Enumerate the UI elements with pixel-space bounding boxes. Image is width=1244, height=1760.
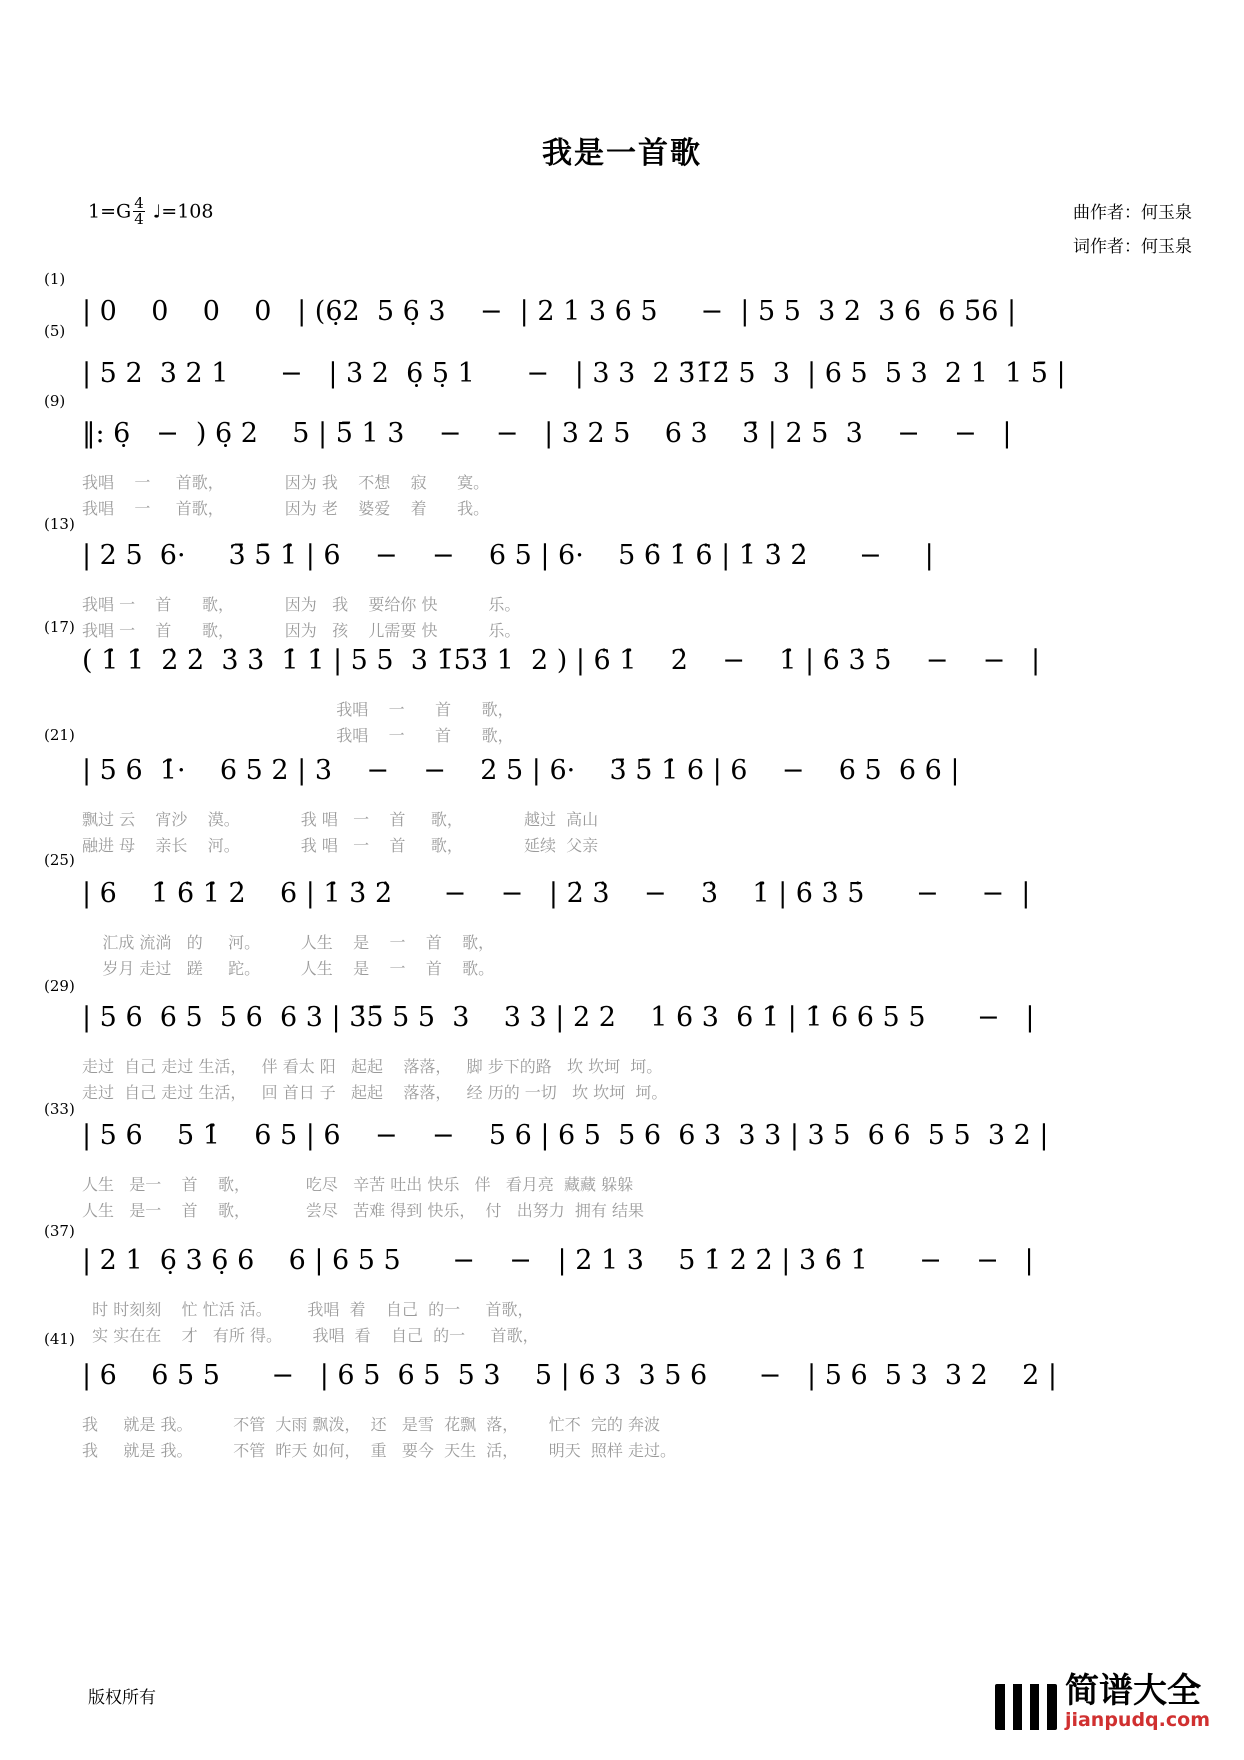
brand-url: jianpudq.com [1064,1709,1210,1731]
measure-number-33: (33) [44,1100,75,1118]
notation-line: | 6 6 5 5 − | 6 5 6 5 5 3 5 | 6 3 3 5 6 − | 5 6 5 3 3 2 2 | [82,1360,1058,1391]
key-and-tempo [88,196,213,227]
system-2 [82,358,1162,410]
measure-number-17: (17) [44,618,75,636]
notation-line: ‖: 6̣ − ) 6̣ 2 5 | 5̄ 1 3 − − | 3 2 5 6 3 3̄ | 2 5 3 − − | [82,418,1012,449]
lyrics-verse-1: 汇成 流淌 的 河。 人生 是 一 首 歌， [82,933,495,952]
tempo-value: =108 [161,200,214,223]
measure-number-5: (5) [44,322,66,340]
notation-line: | 6 1̇ 6̇ 1̇ 2̇ 6 | 1̇ 3̇ 2̇ − − | 2̇ 3̇ − 3̇ 1̇ | 6̇ 3̇ 5̇ − − | [82,878,1031,909]
lyrics-verse-1: 人生 是一 首 歌， 吃尽 辛苦 吐出 快乐 伴 看月亮 藏藏 躲躲 [82,1175,634,1194]
system-8 [82,1002,1162,1106]
notation-line: | 5 6 1̇· 6 5 2 | 3 − − 2 5 | 6· 3̄ 5̄ 1̇ 6 | 6 − 6 5 6 6 | [82,755,960,786]
system-1 [82,296,1162,348]
brand-name: 简谱大全 [1064,1671,1201,1711]
measure-number-29: (29) [44,977,75,995]
lyrics-verse-1: 飘过 云 宵沙 漠。 我 唱 一 首 歌， 越过 高山 [82,810,599,829]
lyricist: 词作者：何玉泉 [1073,237,1192,257]
system-3 [82,418,1162,522]
notation-line: | 5 6 6 5 5 6 6 3 | 3̄5̄ 5 5 3 3 3 | 2 2 1 6 3 6 1̇ | 1̇ 6 6 5 5 − | [82,1002,1035,1033]
lyrics-verse-1: 我唱 一 首 歌， [82,700,514,719]
lyrics-verse-1: 走过 自己 走过 生活， 伴 看太 阳 起起 落落， 脚 步下的路 坎 坎坷 坷。 [82,1057,663,1076]
measure-number-13: (13) [44,515,75,533]
lyrics-verse-2: 走过 自己 走过 生活， 回 首日 子 起起 落落， 经 历的 一切 坎 坎坷 坷。 [82,1083,668,1102]
lyrics-verse-2: 实 实在在 才 有所 得。 我唱 看 自己 的一 首歌， [82,1326,539,1345]
measure-number-41: (41) [44,1330,75,1348]
notation-line: | 5 2 3 2 1 − | 3 2 6̣ 5̣ 1 − | 3 3 2 3̄1̄2̄ 5 3 | 6 5 5 3 2 1 1 5̄ | [82,358,1066,389]
credits [1073,196,1192,264]
notation-line: | 5 6 5 1̇ 6 5 | 6 − − 5 6 | 6 5 5 6 6 3 3 3 | 3 5 6 6 5 5 3 2 | [82,1120,1049,1151]
notation-line: ( 1̇ 1̇ 2̇ 2̇ 3̇ 3̇ 1̇ 1̇ | 5 5 3 1̄5̄3̄ 1 2 ) | 6̇ 1̇ 2̇ − 1̇ | 6̇ 3̇ 5̇ − − | [82,645,1041,676]
measure-number-1: (1) [44,270,66,288]
lyrics-verse-1: 我 就是 我。 不管 大雨 飘泼， 还 是雪 花飘 落， 忙不 完的 奔波 [82,1415,661,1434]
system-6 [82,755,1162,859]
measure-number-21: (21) [44,726,75,744]
lyrics-verse-2: 人生 是一 首 歌， 尝尽 苦难 得到 快乐， 付 出努力 拥有 结果 [82,1201,645,1220]
system-5 [82,645,1162,749]
lyrics-verse-2: 我 就是 我。 不管 昨天 如何， 重 要今 天生 活， 明天 照样 走过。 [82,1441,677,1460]
system-10 [82,1245,1162,1349]
measure-number-25: (25) [44,851,75,869]
piano-keys-icon [995,1684,1057,1730]
lyrics-verse-2: 融进 母 亲长 河。 我 唱 一 首 歌， 延续 父亲 [82,836,599,855]
system-4 [82,540,1162,644]
system-11 [82,1360,1162,1464]
lyrics-verse-2: 我唱 一 首 歌， 因为 孩 儿需要 快 乐。 [82,621,521,640]
system-7 [82,878,1162,982]
measure-number-9: (9) [44,392,66,410]
quarter-note-icon: ♩ [152,201,162,223]
composer: 曲作者：何玉泉 [1073,203,1192,223]
lyrics-verse-1: 时 时刻刻 忙 忙活 活。 我唱 着 自己 的一 首歌， [82,1300,534,1319]
time-signature: $\frac{4}{4}$ [134,194,144,228]
lyrics-verse-2: 我唱 一 首歌， 因为 老 婆爱 着 我。 [82,499,490,518]
lyrics-verse-2: 岁月 走过 蹉 跎。 人生 是 一 首 歌。 [82,959,495,978]
notation-line: | 0 0 0 0 | (6̣2 5 6̣ 3 − | 2 1 3 6 5 − | 5 5 3 2 3 6 6 5̄6 | [82,296,1017,327]
measure-number-37: (37) [44,1222,75,1240]
lyrics-verse-1: 我唱 一 首歌， 因为 我 不想 寂 寞。 [82,473,490,492]
lyrics-verse-1: 我唱 一 首 歌， 因为 我 要给你 快 乐。 [82,595,521,614]
notation-line: | 2 1 6̣ 3 6̣ 6 6 | 6 5 5 − − | 2 1 3 5 1̇ 2̇ 2̇ | 3̇ 6̇ 1̇ − − | [82,1245,1034,1276]
site-watermark [995,1671,1210,1731]
key-signature: 1=G [88,200,132,223]
system-9 [82,1120,1162,1224]
lyrics-verse-2: 我唱 一 首 歌， [82,726,514,745]
page-title: 我是一首歌 [542,136,702,171]
copyright-notice: 版权所有 [88,1688,156,1708]
notation-line: | 2 5 6· 3̄ 5̄ 1̇ | 6 − − 6 5 | 6· 5 6̇ 1̇ 6̇ | 1̇ 3̇ 2̇ − | [82,540,934,571]
